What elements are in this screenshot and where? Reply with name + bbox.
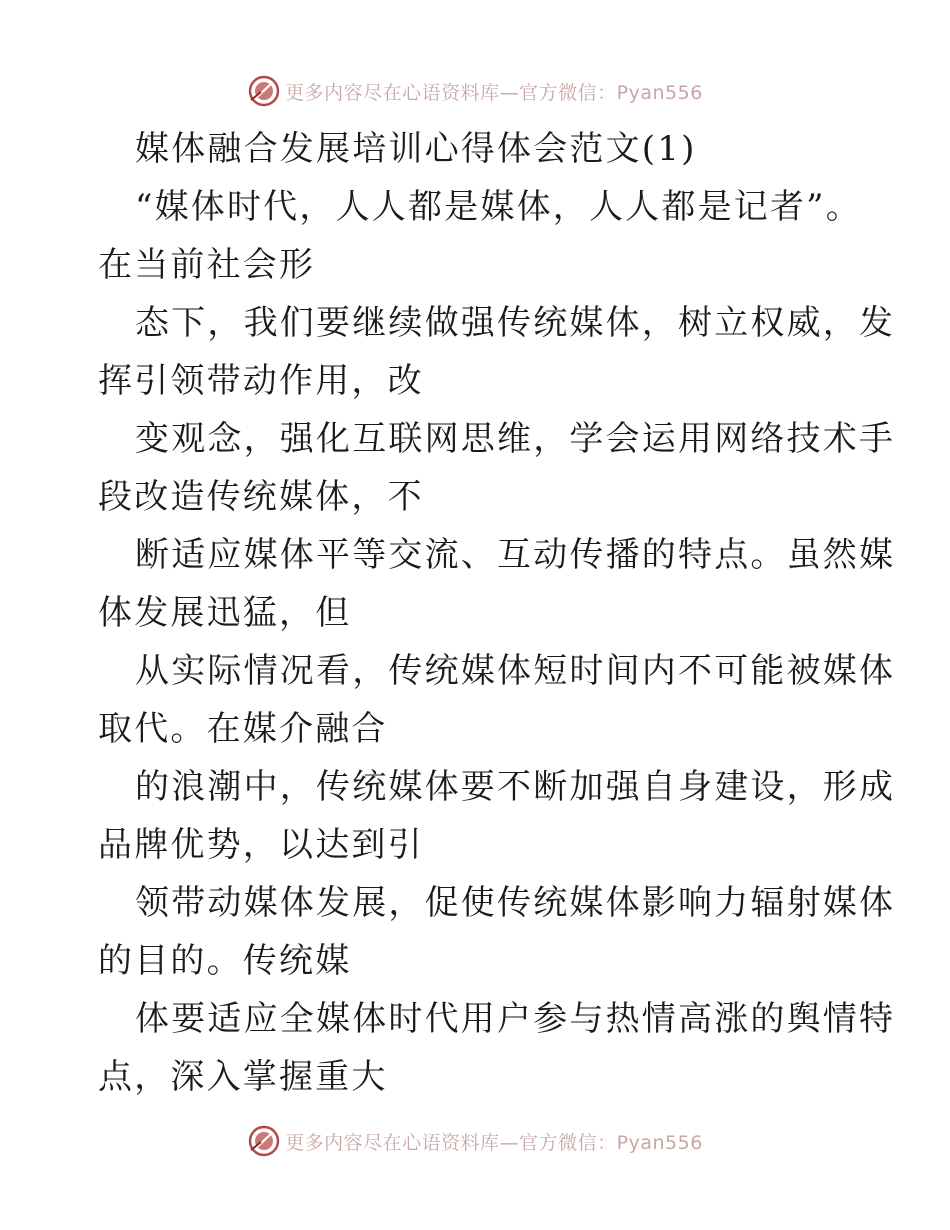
logo-seal-icon [247,1124,281,1158]
footer-banner-text: 更多内容尽在心语资料库—官方微信：Pyan556 [285,1131,703,1154]
body-line: 段改造传统媒体，不 [98,477,424,517]
body-line: 体发展迅猛，但 [98,593,352,633]
body-line: 断适应媒体平等交流、互动传播的特点。虽然媒 [135,535,896,575]
body-line: 取代。在媒介融合 [98,709,388,749]
body-line: 体要适应全媒体时代用户参与热情高涨的舆情特 [135,999,896,1039]
document-title: 媒体融合发展培训心得体会范文(1) [135,129,697,169]
body-line: 领带动媒体发展，促使传统媒体影响力辐射媒体 [135,883,896,923]
body-line: 在当前社会形 [98,245,316,285]
body-line: 的目的。传统媒 [98,941,352,981]
header-banner-text: 更多内容尽在心语资料库—官方微信：Pyan556 [285,81,703,104]
header-banner [0,71,950,111]
body-line: 从实际情况看，传统媒体短时间内不可能被媒体 [135,651,896,691]
body-line: 挥引领带动作用，改 [98,361,424,401]
logo-seal-icon [247,74,281,108]
footer-banner [0,1121,950,1161]
body-line: 点，深入掌握重大 [98,1057,388,1097]
body-line: “媒体时代，人人都是媒体，人人都是记者”。 [135,187,862,227]
document-body [98,120,896,1106]
body-line: 态下，我们要继续做强传统媒体，树立权威，发 [135,303,896,343]
body-line: 品牌优势，以达到引 [98,825,424,865]
body-line: 的浪潮中，传统媒体要不断加强自身建设，形成 [135,767,896,807]
body-line: 变观念，强化互联网思维，学会运用网络技术手 [135,419,896,459]
